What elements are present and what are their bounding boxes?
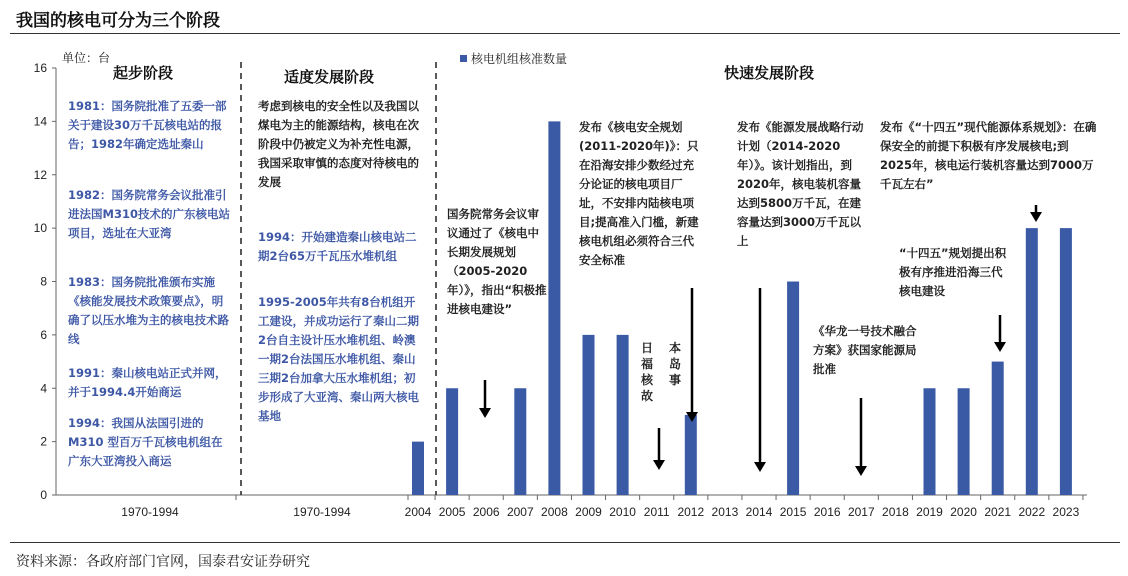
y-tick-label: 10	[33, 221, 47, 236]
annotation-1994b: 1994：开始建造秦山核电站二期2台65万千瓦压水堆机组	[258, 230, 417, 263]
bar-2007	[514, 388, 526, 495]
x-tick-label: 2011	[643, 505, 670, 519]
x-tick-label: 2023	[1052, 505, 1080, 519]
x-tick-label: 2010	[609, 505, 636, 519]
bar-2021	[992, 362, 1004, 495]
y-tick-label: 12	[33, 167, 47, 182]
down-arrow-head-7	[1030, 212, 1042, 222]
x-tick-label: 2013	[711, 505, 739, 519]
x-tick-label: 1970-1994	[121, 505, 179, 519]
x-tick-label: 2004	[404, 505, 432, 519]
stage-2-title: 适度发展阶段	[284, 68, 375, 86]
annotation-1983: 1983：国务院批准颁布实施《核能发展技术政策要点》，明确了以压水堆为主的核电技术路线	[68, 275, 229, 346]
annotation-2022-plan: 发布《“十四五”现代能源体系规划》：在确保安全的前提下积极有序发展核电;到2025年，核电运行装机容量达到7000万千瓦左右”	[880, 120, 1097, 191]
source-note: 资料来源：各政府部门官网，国泰君安证券研究	[16, 554, 310, 570]
x-tick-label: 2006	[472, 505, 500, 519]
annotation-2011-fukushima-b: 本岛事	[668, 341, 681, 387]
stage-3-title: 快速发展阶段	[724, 64, 815, 82]
bar-2009	[583, 335, 595, 495]
y-tick-label: 16	[33, 61, 47, 75]
bar-2005	[446, 388, 458, 495]
down-arrow-head-4	[754, 462, 766, 472]
x-tick-label: 2020	[950, 505, 977, 519]
x-tick-label: 2012	[677, 505, 705, 519]
annotation-2012-plan: 发布《核电安全规划(2011-2020年)》：只在沿海安排少数经过充分论证的核电项目厂址，不安排内陆核电项目;提高准入门槛，新建核电机组必须符合三代安全标准	[579, 120, 699, 267]
x-tick-label: 2007	[506, 505, 534, 519]
annotation-2017-hualong: 《华龙一号技术融合方案》获国家能源局批准	[813, 324, 917, 376]
x-tick-label: 2021	[984, 505, 1012, 519]
annotation-1995-2005: 1995-2005年共有8台机组开工建设，并成功运行了秦山二期2台自主设计压水堆机组、岭澳一期2台法国压水堆机组、秦山三期2台加拿大压水堆机组；初步形成了大亚湾、秦山两大核电基地	[258, 295, 419, 423]
bar-2020	[958, 388, 970, 495]
bar-2015	[787, 282, 799, 496]
y-tick-label: 8	[40, 274, 47, 289]
bar-2023	[1060, 228, 1072, 495]
unit-label: 单位：台	[62, 51, 111, 65]
annotation-2011-fukushima-a: 日福核故	[640, 341, 653, 403]
bar-2008	[548, 121, 560, 495]
bar-2019	[924, 388, 936, 495]
y-tick-label: 4	[40, 381, 47, 396]
down-arrow-head-6	[994, 342, 1006, 352]
x-tick-label: 2014	[745, 505, 773, 519]
down-arrow-head-1	[479, 408, 491, 418]
x-tick-label: 2005	[438, 505, 466, 519]
bar-2004	[412, 442, 424, 495]
x-tick-label: 2009	[575, 505, 602, 519]
x-tick-label: 2008	[541, 505, 568, 519]
annotation-1982: 1982：国务院常务会议批准引进法国M310技术的广东核电站项目，选址在大亚湾	[68, 188, 230, 240]
annotation-1994a: 1994：我国从法国引进的M310 型百万千瓦核电机组在广东大亚湾投入商运	[68, 416, 223, 468]
x-tick-label: 2018	[882, 505, 909, 519]
x-tick-label: 2016	[813, 505, 841, 519]
down-arrow-head-2	[653, 460, 665, 470]
bar-2012	[685, 415, 697, 495]
annotation-2021-plan: “十四五”规划提出积极有序推进沿海三代核电建设	[899, 246, 1007, 298]
legend-label: 核电机组核准数量	[471, 52, 568, 66]
annotation-2005-plan: 国务院常务会议审议通过了《核电中长期发展规划（2005-2020年）》，指出“积极推进核电建设”	[447, 207, 547, 316]
x-tick-label: 2017	[847, 505, 875, 519]
down-arrow-head-5	[855, 466, 867, 476]
x-tick-label: 1970-1994	[293, 505, 351, 519]
bottom-divider	[10, 542, 1120, 543]
legend-swatch	[460, 55, 467, 62]
annotation-2014-plan: 发布《能源发展战略行动计划（2014-2020年）》。该计划指出，到2020年，核电装机容量达到5800万千瓦，在建容量达到3000万千瓦以上	[737, 120, 864, 248]
y-tick-label: 0	[40, 488, 47, 502]
bar-2010	[617, 335, 629, 495]
stage-1-title: 起步阶段	[113, 64, 174, 82]
page-title: 我国的核电可分为三个阶段	[16, 11, 220, 31]
annotation-stage2-intro: 考虑到核电的安全性以及我国以煤电为主的能源结构，核电在次阶段中仍被定义为补充性电源，我国采取审慎的态度对待核电的发展	[258, 99, 419, 189]
x-tick-label: 2022	[1018, 505, 1046, 519]
x-tick-label: 2015	[779, 505, 807, 519]
annotation-1981: 1981：国务院批准了五委一部关于建设30万千瓦核电站的报告；1982年确定选址秦山	[68, 99, 227, 151]
y-tick-label: 14	[33, 114, 47, 129]
y-tick-label: 6	[40, 327, 47, 342]
annotation-1991: 1991：秦山核电站正式并网，并于1994.4开始商运	[68, 366, 227, 399]
x-tick-label: 2019	[916, 505, 943, 519]
bar-2022	[1026, 228, 1038, 495]
y-tick-label: 2	[40, 434, 47, 449]
